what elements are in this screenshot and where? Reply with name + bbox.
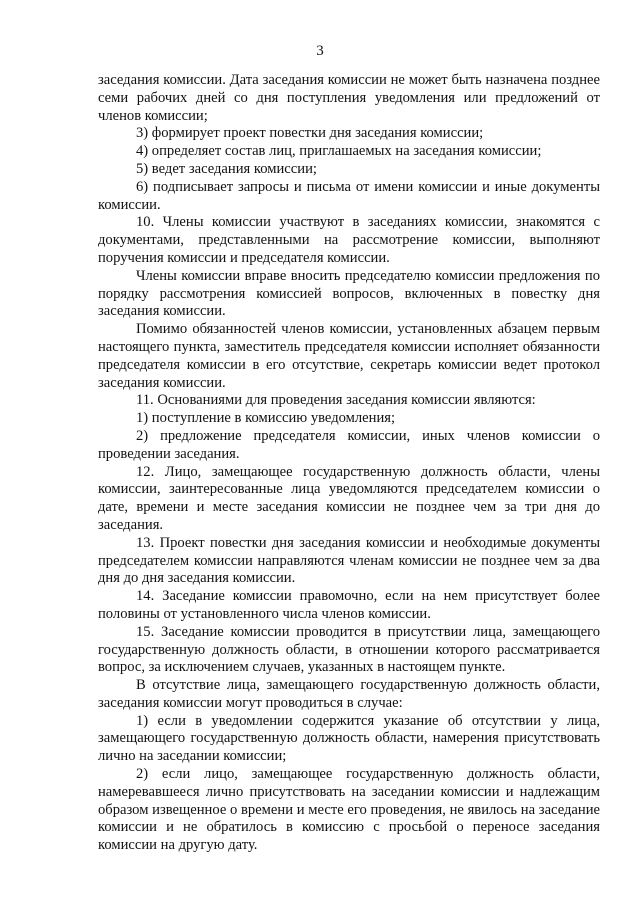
paragraph: 14. Заседание комиссии правомочно, если на нем присутствует более половины от установленного числа членов комиссии.: [98, 588, 600, 622]
document-body: [98, 72, 600, 855]
paragraph: 4) определяет состав лиц, приглашаемых на заседания комиссии;: [136, 143, 542, 160]
paragraph: 11. Основаниями для проведения заседания комиссии являются:: [136, 392, 536, 409]
paragraph: 1) если в уведомлении содержится указание об отсутствии у лица, замещающего государственную должность области, намерения присутствовать лично на заседании комиссии;: [98, 712, 600, 765]
paragraph: 6) подписывает запросы и письма от имени комиссии и иные документы комиссии.: [98, 178, 600, 213]
paragraph: 12. Лицо, замещающее государственную должность области, члены комиссии, заинтересованные лица уведомляются председателем комиссии о дате, времени и месте заседания комиссии не позднее чем за три дня до заседания.: [98, 463, 600, 533]
paragraph: Члены комиссии вправе вносить председателю комиссии предложения по порядку рассмотрения комиссией вопросов, включенных в повестку дня заседания комиссии.: [98, 267, 600, 320]
paragraph: 2) если лицо, замещающее государственную должность области, намеревавшееся лично присутствовать на заседании комиссии и надлежащим образом извещенное о времени и месте его проведения, не явилось на заседание комиссии и не обратилось в комиссию с просьбой о переносе заседания комиссии на другую дату.: [98, 766, 600, 854]
paragraph: 10. Члены комиссии участвуют в заседаниях комиссии, знакомятся с документами, представленными на рассмотрение комиссии, выполняют поручения комиссии и председателя комиссии.: [98, 214, 600, 266]
paragraph: 2) предложение председателя комиссии, иных членов комиссии о проведении заседания.: [98, 427, 600, 462]
paragraph: 15. Заседание комиссии проводится в присутствии лица, замещающего государственную должность области, в отношении которого рассматривается вопрос, за исключением случаев, указанных в настоящем пункте.: [98, 623, 600, 676]
paragraph: 3) формирует проект повестки дня заседания комиссии;: [136, 125, 484, 142]
paragraph: 5) ведет заседания комиссии;: [136, 160, 317, 177]
page-number: 3: [316, 43, 324, 59]
paragraph: 1) поступление в комиссию уведомления;: [136, 410, 396, 427]
paragraph: 13. Проект повестки дня заседания комиссии и необходимые документы председателем комиссии направляются членам комиссии не позднее чем за два дня до дня заседания комиссии.: [98, 534, 600, 587]
paragraph: В отсутствие лица, замещающего государственную должность области, заседания комиссии могут проводиться в случае:: [98, 677, 600, 711]
paragraph: заседания комиссии. Дата заседания комиссии не может быть назначена позднее семи рабочих дней со дня поступления уведомления или предложений от членов комиссии;: [98, 72, 600, 124]
paragraph: Помимо обязанностей членов комиссии, установленных абзацем первым настоящего пункта, заместитель председателя комиссии исполняет обязанности председателя комиссии в его отсутствие, секретарь комиссии ведет протокол заседания комиссии.: [98, 321, 600, 391]
